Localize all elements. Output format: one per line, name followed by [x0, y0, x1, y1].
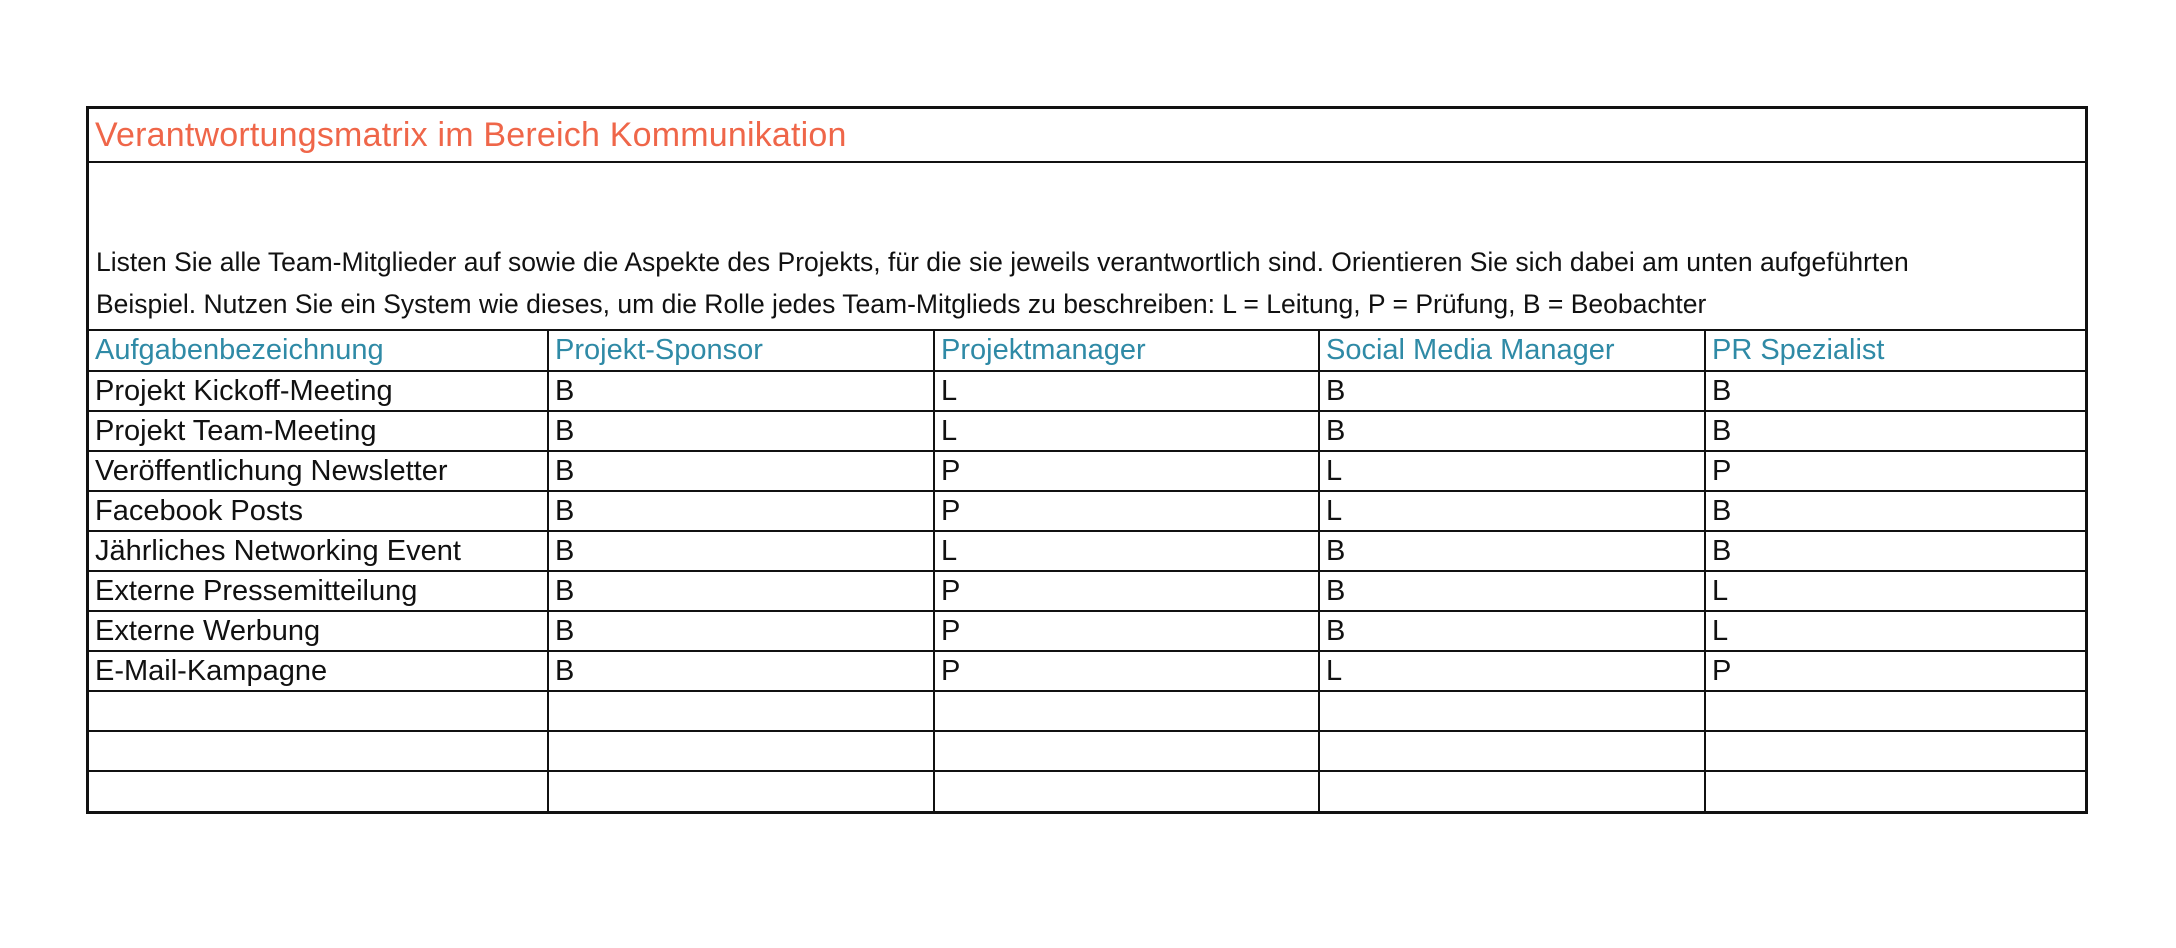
instructions-line-2: Beispiel. Nutzen Sie ein System wie dieses, um die Rolle jedes Team-Mitglieds zu beschreiben: L = Leitung, P = Prüfung, B = Beobachter	[96, 289, 1707, 319]
manager-cell[interactable]: L	[934, 371, 1319, 411]
table-row	[89, 491, 2085, 531]
social-media-cell[interactable]	[1319, 771, 1705, 811]
task-cell[interactable]: Externe Werbung	[89, 611, 548, 651]
social-media-cell[interactable]: L	[1319, 651, 1705, 691]
social-media-cell[interactable]	[1319, 691, 1705, 731]
task-cell[interactable]: Veröffentlichung Newsletter	[89, 451, 548, 491]
instructions-line-1: Listen Sie alle Team-Mitglieder auf sowie die Aspekte des Projekts, für die sie jeweils verantwortlich sind. Orientieren Sie sich dabei am unten aufgeführten	[96, 247, 1909, 277]
social-media-cell[interactable]: L	[1319, 451, 1705, 491]
header-row	[89, 331, 2085, 371]
sponsor-cell[interactable]: B	[548, 651, 934, 691]
sponsor-cell[interactable]: B	[548, 531, 934, 571]
table-row	[89, 571, 2085, 611]
pr-cell[interactable]: B	[1705, 411, 2085, 451]
task-cell[interactable]: Projekt Kickoff-Meeting	[89, 371, 548, 411]
social-media-cell[interactable]: L	[1319, 491, 1705, 531]
sponsor-cell[interactable]: B	[548, 451, 934, 491]
pr-cell[interactable]: B	[1705, 531, 2085, 571]
pr-cell[interactable]: P	[1705, 651, 2085, 691]
sponsor-cell[interactable]: B	[548, 571, 934, 611]
social-media-cell[interactable]: B	[1319, 571, 1705, 611]
table-row	[89, 651, 2085, 691]
social-media-cell[interactable]: B	[1319, 531, 1705, 571]
social-media-cell[interactable]: B	[1319, 371, 1705, 411]
table-row	[89, 731, 2085, 771]
sponsor-cell[interactable]: B	[548, 371, 934, 411]
pr-cell[interactable]: L	[1705, 571, 2085, 611]
matrix-body	[89, 371, 2085, 811]
sponsor-cell[interactable]	[548, 691, 934, 731]
manager-cell[interactable]: P	[934, 491, 1319, 531]
task-cell[interactable]	[89, 771, 548, 811]
table-row	[89, 451, 2085, 491]
pr-cell[interactable]: B	[1705, 371, 2085, 411]
manager-cell[interactable]	[934, 731, 1319, 771]
sponsor-cell[interactable]: B	[548, 611, 934, 651]
pr-cell[interactable]: L	[1705, 611, 2085, 651]
table-row	[89, 371, 2085, 411]
manager-cell[interactable]: P	[934, 611, 1319, 651]
matrix-table	[89, 331, 2085, 811]
sponsor-cell[interactable]	[548, 731, 934, 771]
table-row	[89, 411, 2085, 451]
task-cell[interactable]: Jährliches Networking Event	[89, 531, 548, 571]
table-row	[89, 691, 2085, 731]
pr-cell[interactable]: B	[1705, 491, 2085, 531]
responsibility-matrix-sheet	[86, 106, 2088, 814]
manager-cell[interactable]: L	[934, 531, 1319, 571]
pr-cell[interactable]	[1705, 771, 2085, 811]
task-cell[interactable]: Facebook Posts	[89, 491, 548, 531]
manager-cell[interactable]: L	[934, 411, 1319, 451]
header-task: Aufgabenbezeichnung	[89, 331, 548, 371]
task-cell[interactable]: Externe Pressemitteilung	[89, 571, 548, 611]
manager-cell[interactable]: P	[934, 651, 1319, 691]
table-row	[89, 531, 2085, 571]
pr-cell[interactable]: P	[1705, 451, 2085, 491]
manager-cell[interactable]: P	[934, 451, 1319, 491]
header-project-sponsor: Projekt-Sponsor	[548, 331, 934, 371]
page-title: Verantwortungsmatrix im Bereich Kommunikation	[95, 115, 847, 154]
table-row	[89, 611, 2085, 651]
manager-cell[interactable]: P	[934, 571, 1319, 611]
header-project-manager: Projektmanager	[934, 331, 1319, 371]
task-cell[interactable]	[89, 691, 548, 731]
social-media-cell[interactable]: B	[1319, 611, 1705, 651]
instructions-block	[89, 163, 2085, 331]
social-media-cell[interactable]	[1319, 731, 1705, 771]
pr-cell[interactable]	[1705, 731, 2085, 771]
task-cell[interactable]: Projekt Team-Meeting	[89, 411, 548, 451]
manager-cell[interactable]	[934, 691, 1319, 731]
task-cell[interactable]: E-Mail-Kampagne	[89, 651, 548, 691]
social-media-cell[interactable]: B	[1319, 411, 1705, 451]
manager-cell[interactable]	[934, 771, 1319, 811]
pr-cell[interactable]	[1705, 691, 2085, 731]
sponsor-cell[interactable]: B	[548, 411, 934, 451]
header-social-media-manager: Social Media Manager	[1319, 331, 1705, 371]
header-pr-specialist: PR Spezialist	[1705, 331, 2085, 371]
table-row	[89, 771, 2085, 811]
title-row	[89, 109, 2085, 163]
sponsor-cell[interactable]	[548, 771, 934, 811]
sponsor-cell[interactable]: B	[548, 491, 934, 531]
task-cell[interactable]	[89, 731, 548, 771]
